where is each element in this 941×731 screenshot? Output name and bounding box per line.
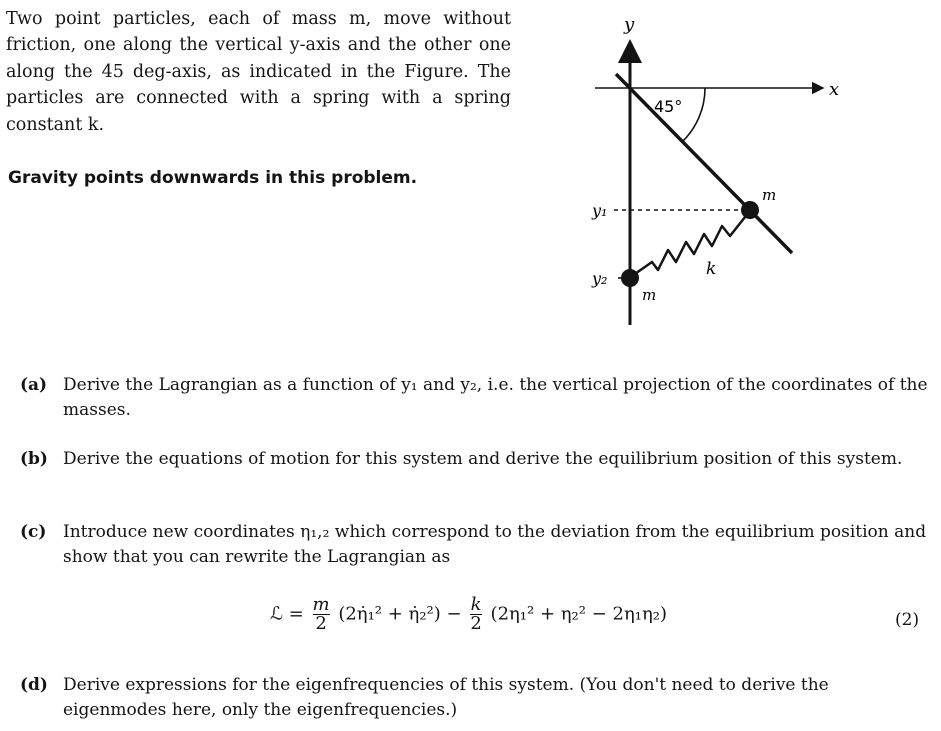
angle-arc <box>683 88 705 141</box>
fraction-k-over-2 <box>470 596 481 633</box>
mass-on-y-axis-label: m <box>642 286 657 304</box>
question-b <box>20 447 935 472</box>
fraction-2: 2 <box>313 614 330 633</box>
question-b-text: Derive the equations of motion for this system and derive the equilibrium position of this system. <box>63 449 903 469</box>
potential-term: (2η₁² + η₂² − 2η₁η₂) <box>490 603 667 625</box>
question-b-label: (b) <box>20 449 48 469</box>
spring-constant-label: k <box>706 259 717 279</box>
equation-lhs: ℒ = <box>270 603 304 625</box>
question-c <box>20 520 935 570</box>
problem-intro: Two point particles, each of mass m, move without friction, one along the vertical y-axis and the other one along the 45 deg-axis, as indicated in the Figure. The particles are connected with a spring with a spring constant k. <box>6 9 511 135</box>
lagrangian-equation <box>270 596 667 633</box>
minus-sign: − <box>446 603 462 625</box>
fraction-2b: 2 <box>470 613 482 634</box>
question-a <box>20 373 935 423</box>
x-axis-label: x <box>829 79 840 100</box>
fraction-m-over-2 <box>313 596 330 633</box>
angle-label: 45° <box>654 97 683 116</box>
question-a-text: Derive the Lagrangian as a function of y₁ and y₂, i.e. the vertical projection of the coordinates of the masses. <box>63 375 928 420</box>
question-d <box>20 673 935 723</box>
mass-on-rod <box>741 201 759 219</box>
mass-on-rod-label: m <box>762 186 777 204</box>
y1-label: y₁ <box>592 201 608 220</box>
equation-number: (2) <box>895 610 920 630</box>
question-d-label: (d) <box>20 675 48 695</box>
kinetic-term: (2η̇₁² + η̇₂²) <box>338 603 441 625</box>
question-a-label: (a) <box>20 375 48 395</box>
y2-label: y₂ <box>592 269 608 288</box>
question-c-label: (c) <box>20 522 47 542</box>
question-d-text: Derive expressions for the eigenfrequencies of this system. (You don't need to derive the eigenmodes here, only the eigenfrequencies.) <box>63 675 829 720</box>
y-axis-label: y <box>624 14 635 35</box>
fraction-m: m <box>312 594 330 615</box>
spring <box>632 212 749 276</box>
mass-on-y-axis <box>621 269 639 287</box>
gravity-statement: Gravity points downwards in this problem. <box>8 168 418 188</box>
question-c-text: Introduce new coordinates η₁,₂ which correspond to the deviation from the equilibrium position and show that you can rewrite the Lagrangian as <box>63 522 927 567</box>
fraction-k: k <box>470 594 482 615</box>
problem-figure <box>540 0 940 340</box>
